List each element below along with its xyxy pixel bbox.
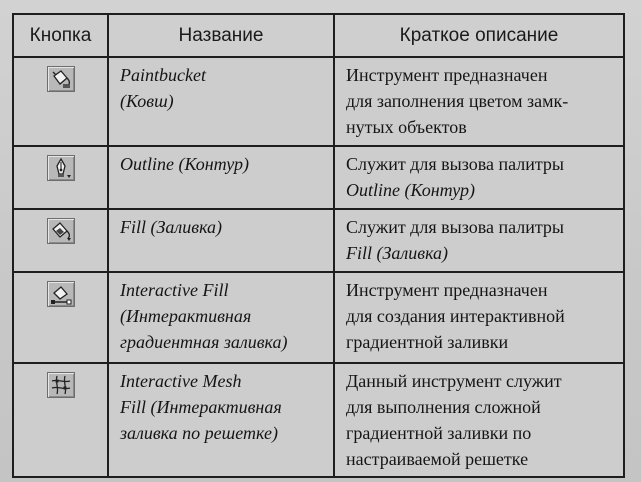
- description-line: настраиваемой решетке: [346, 449, 529, 469]
- icon-cell: [13, 363, 108, 477]
- tool-description: [334, 57, 624, 146]
- description-line: Служит для вызова палитры: [346, 217, 565, 237]
- tool-name: [108, 272, 334, 363]
- table-row: [13, 272, 624, 363]
- table-row: [13, 57, 624, 146]
- description-line: для заполнения цветом замк-: [346, 91, 569, 111]
- description-line: Инструмент предназначен: [346, 65, 548, 85]
- tool-name: [108, 209, 334, 272]
- tool-name-line: Paintbucket: [120, 65, 206, 85]
- tool-name: [108, 57, 334, 146]
- icon-cell: [13, 272, 108, 363]
- header-description: Краткое описание: [334, 14, 624, 57]
- table-row: [13, 363, 624, 477]
- interactive-fill-icon: [47, 281, 75, 307]
- description-line: градиентной заливки: [346, 332, 509, 352]
- tool-name-line: Fill (Интерактивная: [120, 397, 282, 417]
- table-row: [13, 209, 624, 272]
- mesh-fill-icon: [47, 372, 75, 398]
- table-header-row: [13, 14, 624, 57]
- description-line: Служит для вызова палитры: [346, 154, 565, 174]
- description-line: Fill (Заливка): [346, 243, 449, 263]
- icon-cell: [13, 57, 108, 146]
- header-name: Название: [108, 14, 334, 57]
- outline-pen-icon: [47, 155, 75, 181]
- icon-cell: [13, 209, 108, 272]
- tool-name-line: градиентная заливка): [120, 332, 288, 352]
- tool-description: [334, 272, 624, 363]
- tool-name-line: заливка по решетке): [120, 423, 278, 443]
- description-line: для выполнения сложной: [346, 397, 541, 417]
- tools-table: [12, 13, 625, 478]
- description-line: для создания интерактивной: [346, 306, 565, 326]
- description-line: Данный инструмент служит: [346, 371, 562, 391]
- header-button: Кнопка: [13, 14, 108, 57]
- tool-name-line: (Ковш): [120, 91, 174, 111]
- tool-description: [334, 209, 624, 272]
- description-line: Инструмент предназначен: [346, 280, 548, 300]
- tool-name-line: Outline (Контур): [120, 154, 249, 174]
- tool-name: [108, 363, 334, 477]
- tool-description: [334, 146, 624, 209]
- tool-name-line: Interactive Fill: [120, 280, 229, 300]
- description-line: Outline (Контур): [346, 180, 475, 200]
- paintbucket-icon: [47, 66, 75, 92]
- fill-bucket-icon: [47, 218, 75, 244]
- description-line: градиентной заливки по: [346, 423, 532, 443]
- tool-name-line: (Интерактивная: [120, 306, 252, 326]
- tool-name-line: Fill (Заливка): [120, 217, 223, 237]
- tool-name: [108, 146, 334, 209]
- tool-name-line: Interactive Mesh: [120, 371, 242, 391]
- icon-cell: [13, 146, 108, 209]
- table-row: [13, 146, 624, 209]
- tool-description: [334, 363, 624, 477]
- description-line: нутых объектов: [346, 117, 467, 137]
